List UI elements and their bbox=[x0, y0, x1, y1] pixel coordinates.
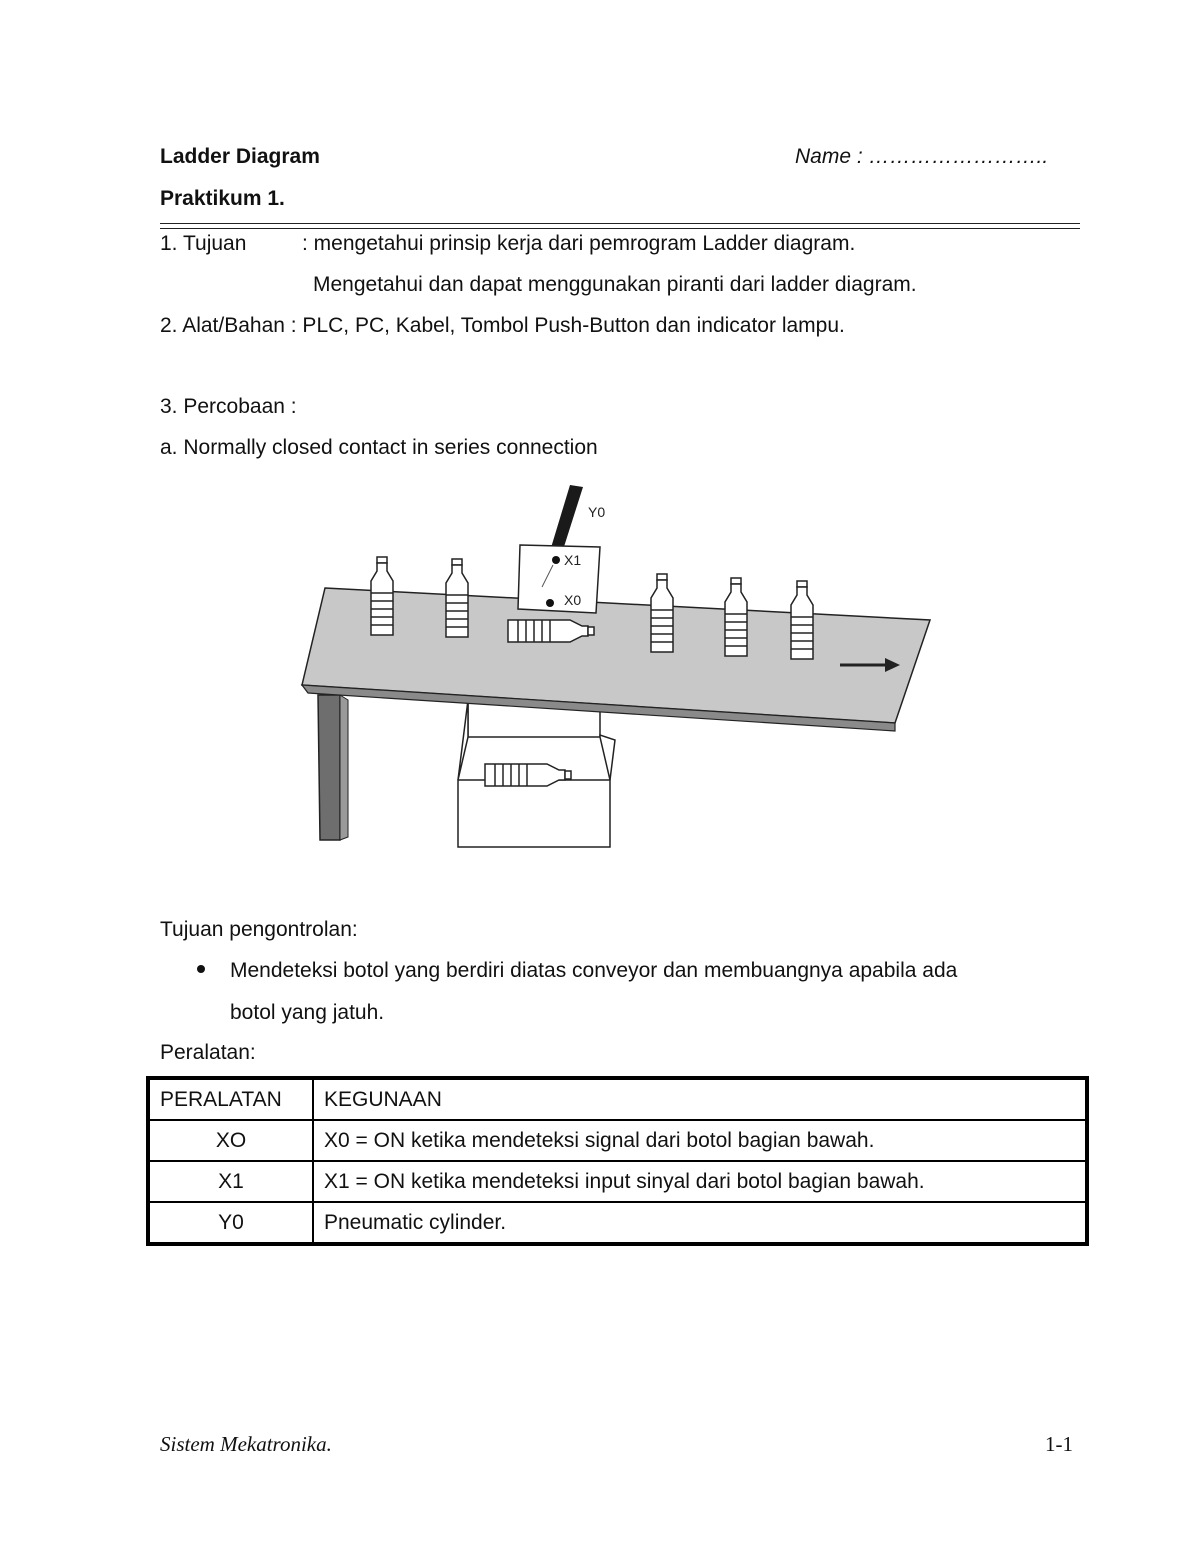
footer-course: Sistem Mekatronika. bbox=[160, 1432, 332, 1456]
sensor-x0-dot bbox=[546, 599, 554, 607]
practicum-number: Praktikum 1. bbox=[160, 187, 285, 210]
tujuan-line-1: : mengetahui prinsip kerja dari pemrogram Ladder diagram. bbox=[302, 232, 856, 255]
alat-bahan: 2. Alat/Bahan : PLC, PC, Kabel, Tombol Push-Button dan indicator lampu. bbox=[160, 314, 845, 337]
conveyor-surface bbox=[302, 588, 930, 723]
experiment-a-title: a. Normally closed contact in series connection bbox=[160, 436, 598, 459]
control-heading: Tujuan pengontrolan: bbox=[160, 918, 358, 941]
table-row bbox=[148, 1120, 1087, 1161]
table-header-row bbox=[148, 1078, 1087, 1120]
equipment-table bbox=[146, 1076, 1089, 1246]
pneumatic-cylinder-rod bbox=[550, 485, 583, 553]
cell-function: Pneumatic cylinder. bbox=[313, 1202, 1087, 1244]
collection-box bbox=[458, 700, 615, 847]
name-field-label: Name : …………………….. bbox=[795, 145, 1049, 168]
header-peralatan: PERALATAN bbox=[148, 1078, 313, 1120]
sensor-x1-dot bbox=[552, 556, 560, 564]
standing-bottle bbox=[651, 574, 673, 652]
tujuan-label: 1. Tujuan bbox=[160, 232, 247, 255]
header-rule-top bbox=[160, 223, 1080, 224]
document-title: Ladder Diagram bbox=[160, 145, 320, 168]
table-row bbox=[148, 1161, 1087, 1202]
label-x0: X0 bbox=[564, 592, 582, 608]
cell-function: X1 = ON ketika mendeteksi input sinyal dari botol bagian bawah. bbox=[313, 1161, 1087, 1202]
standing-bottle bbox=[446, 559, 468, 637]
label-y0: Y0 bbox=[588, 504, 606, 520]
sensor-panel bbox=[518, 545, 600, 613]
table-row bbox=[148, 1202, 1087, 1244]
footer-page-number: 1-1 bbox=[1045, 1432, 1073, 1456]
cell-device: X1 bbox=[148, 1161, 313, 1202]
equipment-heading: Peralatan: bbox=[160, 1041, 256, 1064]
bullet-text-line-1: Mendeteksi botol yang berdiri diatas conveyor dan membuangnya apabila ada bbox=[230, 959, 958, 982]
standing-bottle bbox=[371, 557, 393, 635]
label-x1: X1 bbox=[564, 552, 582, 568]
bullet-dot bbox=[197, 965, 205, 973]
cell-device: Y0 bbox=[148, 1202, 313, 1244]
header-kegunaan: KEGUNAAN bbox=[313, 1078, 1087, 1120]
bullet-text-line-2: botol yang jatuh. bbox=[230, 1001, 385, 1024]
standing-bottle bbox=[725, 578, 747, 656]
header-rule-bottom bbox=[160, 228, 1080, 229]
conveyor-illustration bbox=[290, 475, 940, 855]
cell-device: XO bbox=[148, 1120, 313, 1161]
table-leg-left bbox=[318, 695, 340, 840]
cell-function: X0 = ON ketika mendeteksi signal dari botol bagian bawah. bbox=[313, 1120, 1087, 1161]
standing-bottle bbox=[791, 581, 813, 659]
tujuan-line-2: Mengetahui dan dapat menggunakan piranti dari ladder diagram. bbox=[313, 273, 917, 296]
percobaan-heading: 3. Percobaan : bbox=[160, 395, 297, 418]
